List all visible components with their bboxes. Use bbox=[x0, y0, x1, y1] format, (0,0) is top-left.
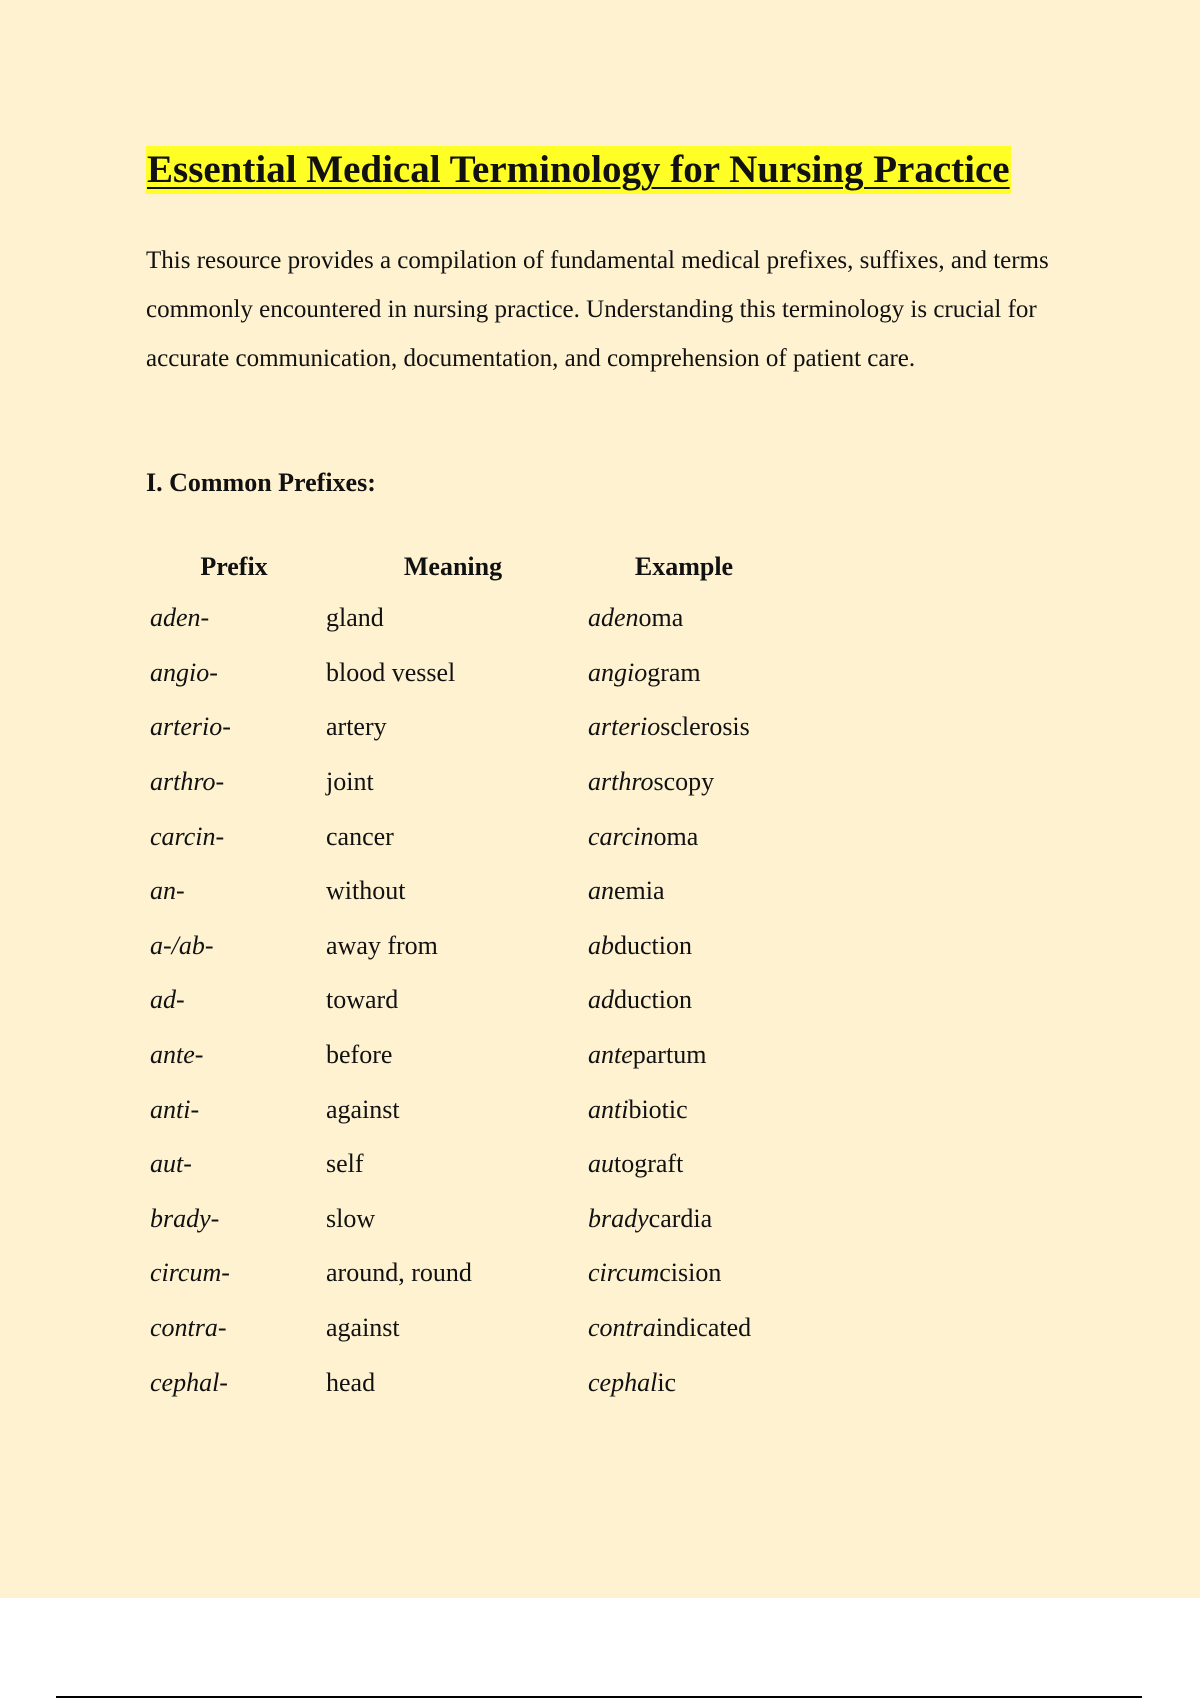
example-prefix-part: contra bbox=[588, 1313, 656, 1343]
example-remainder-part: partum bbox=[632, 1040, 707, 1070]
table-header-row bbox=[146, 543, 784, 591]
table-row bbox=[146, 646, 784, 701]
example-remainder-part: gram bbox=[647, 657, 701, 687]
example-prefix-part: cephal bbox=[588, 1367, 658, 1397]
page-title: Essential Medical Terminology for Nursing Practice bbox=[146, 146, 1011, 194]
table-row bbox=[146, 1137, 784, 1192]
example-remainder-part: scopy bbox=[653, 767, 715, 797]
example-remainder-part: tograft bbox=[614, 1149, 684, 1179]
example-remainder-part: duction bbox=[614, 930, 692, 960]
prefix-cell: brady- bbox=[150, 1203, 220, 1233]
prefix-cell: aden- bbox=[150, 603, 210, 633]
table-row bbox=[146, 591, 784, 646]
meaning-cell: blood vessel bbox=[326, 657, 456, 687]
meaning-cell: before bbox=[326, 1040, 393, 1070]
example-cell bbox=[584, 755, 784, 810]
meaning-cell: without bbox=[326, 876, 406, 906]
table-row bbox=[146, 1246, 784, 1301]
table-row bbox=[146, 1082, 784, 1137]
prefix-cell: cephal- bbox=[150, 1367, 228, 1397]
meaning-cell: against bbox=[326, 1313, 400, 1343]
example-cell bbox=[584, 646, 784, 701]
example-remainder-part: cision bbox=[659, 1258, 722, 1288]
example-remainder-part: duction bbox=[614, 985, 692, 1015]
example-cell bbox=[584, 864, 784, 919]
example-remainder-part: biotic bbox=[628, 1094, 688, 1124]
meaning-cell: joint bbox=[326, 767, 374, 797]
prefix-cell: carcin- bbox=[150, 821, 225, 851]
table-row bbox=[146, 1355, 784, 1410]
table-row bbox=[146, 809, 784, 864]
table-row bbox=[146, 700, 784, 755]
meaning-cell: against bbox=[326, 1094, 400, 1124]
example-cell bbox=[584, 1192, 784, 1247]
example-remainder-part: ic bbox=[657, 1367, 677, 1397]
example-prefix-part: circum bbox=[588, 1258, 660, 1288]
meaning-cell: around, round bbox=[326, 1258, 472, 1288]
example-prefix-part: arterio bbox=[588, 712, 661, 742]
prefix-cell: angio- bbox=[150, 657, 218, 687]
prefix-cell: a-/ab- bbox=[150, 930, 214, 960]
example-cell bbox=[584, 1082, 784, 1137]
example-prefix-part: an bbox=[588, 876, 614, 906]
column-header-example: Example bbox=[634, 552, 734, 581]
meaning-cell: head bbox=[326, 1367, 376, 1397]
table-body bbox=[146, 591, 784, 1410]
example-remainder-part: indicated bbox=[655, 1313, 752, 1343]
example-prefix-part: carcin bbox=[588, 821, 654, 851]
example-cell bbox=[584, 973, 784, 1028]
table-row bbox=[146, 1301, 784, 1356]
example-remainder-part: oma bbox=[653, 821, 699, 851]
prefix-cell: arthro- bbox=[150, 767, 225, 797]
meaning-cell: cancer bbox=[326, 821, 394, 851]
example-cell bbox=[584, 1301, 784, 1356]
example-remainder-part: oma bbox=[638, 603, 684, 633]
example-prefix-part: anti bbox=[588, 1094, 629, 1124]
meaning-cell: toward bbox=[326, 985, 399, 1015]
prefix-cell: contra- bbox=[150, 1313, 227, 1343]
table-row bbox=[146, 864, 784, 919]
prefix-cell: ante- bbox=[150, 1040, 204, 1070]
example-prefix-part: arthro bbox=[588, 767, 654, 797]
prefix-cell: ad- bbox=[150, 985, 185, 1015]
example-cell bbox=[584, 700, 784, 755]
example-cell bbox=[584, 591, 784, 646]
meaning-cell: away from bbox=[326, 930, 438, 960]
example-prefix-part: ad bbox=[588, 985, 614, 1015]
meaning-cell: gland bbox=[326, 603, 384, 633]
example-remainder-part: cardia bbox=[648, 1203, 713, 1233]
example-prefix-part: ab bbox=[588, 930, 614, 960]
example-remainder-part: sclerosis bbox=[660, 712, 750, 742]
table-row bbox=[146, 1028, 784, 1083]
example-cell bbox=[584, 1028, 784, 1083]
example-cell bbox=[584, 1137, 784, 1192]
table-row bbox=[146, 755, 784, 810]
example-prefix-part: aden bbox=[588, 603, 639, 633]
prefix-cell: circum- bbox=[150, 1258, 230, 1288]
prefix-table bbox=[146, 543, 784, 1410]
prefix-cell: aut- bbox=[150, 1149, 192, 1179]
section-heading-prefixes: I. Common Prefixes: bbox=[146, 468, 376, 497]
prefix-cell: arterio- bbox=[150, 712, 231, 742]
example-prefix-part: ante bbox=[588, 1040, 633, 1070]
meaning-cell: artery bbox=[326, 712, 387, 742]
example-prefix-part: brady bbox=[588, 1203, 649, 1233]
example-remainder-part: emia bbox=[614, 876, 665, 906]
table-row bbox=[146, 1192, 784, 1247]
example-cell bbox=[584, 1355, 784, 1410]
example-cell bbox=[584, 919, 784, 974]
meaning-cell: slow bbox=[326, 1203, 376, 1233]
table-row bbox=[146, 973, 784, 1028]
example-prefix-part: angio bbox=[588, 657, 648, 687]
footer-divider bbox=[56, 1696, 1142, 1698]
prefix-cell: an- bbox=[150, 876, 185, 906]
column-header-prefix: Prefix bbox=[200, 552, 268, 581]
column-header-meaning: Meaning bbox=[403, 552, 503, 581]
example-cell bbox=[584, 1246, 784, 1301]
example-prefix-part: au bbox=[588, 1149, 614, 1179]
prefix-cell: anti- bbox=[150, 1094, 200, 1124]
intro-paragraph: This resource provides a compilation of fundamental medical prefixes, suffixes, and terms commonly encountered in nursing practice. Understanding this terminology is crucial for accurate communication, documentation, and comprehension of patient care. bbox=[146, 247, 1049, 372]
meaning-cell: self bbox=[326, 1149, 364, 1179]
example-cell bbox=[584, 809, 784, 864]
table-row bbox=[146, 919, 784, 974]
